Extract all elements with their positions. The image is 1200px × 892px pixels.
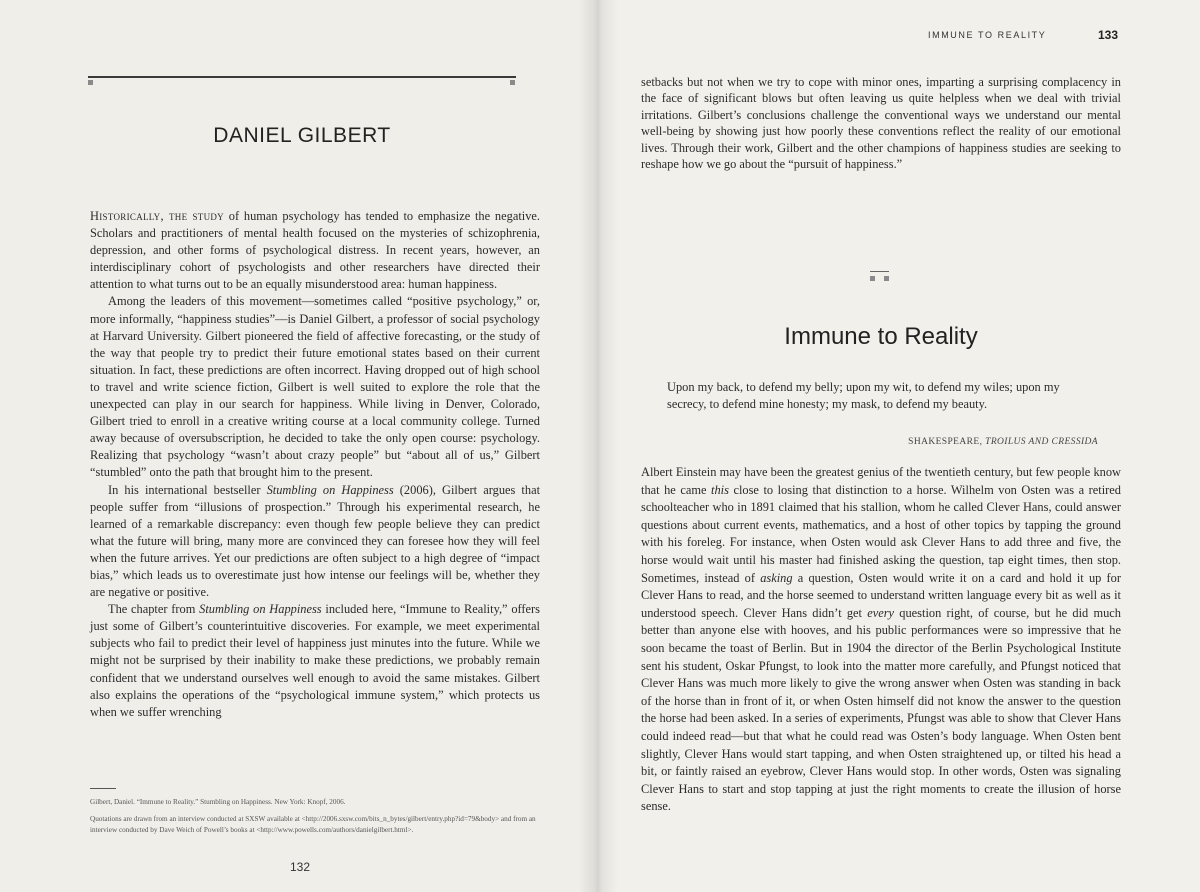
section-break-ornament [884, 276, 889, 281]
footnote-sources: Quotations are drawn from an interview conducted at SXSW available at <http://2006.sxsw.com/bits_n_bytes/gilbert/entry.php?id=79&body> and from an interview conducted by Dave Weich of Powell’s books at <http://www.powells.com/authors/danielgilbert.html>. [90, 815, 536, 834]
chapter-paragraph-1: Albert Einstein may have been the greatest genius of the twentieth century, but few people know that he came this close to losing that distinction to a horse. Wilhelm von Osten was a retired schoolteacher who in 1891 claimed that his stallion, whom he called Clever Hans, could answer questions about current events, mathematics, and a host of other topics by tapping the ground with his foreleg. For instance, when Osten would ask Clever Hans to add three and five, the horse would wait until his master had finished asking the question, tap eight times, then stop. Sometimes, instead of asking a question, Osten would write it on a card and hold it up for Clever Hans to read, and the horse seemed to understand written language every bit as well as it understood speech. Clever Hans didn’t get every question right, of course, but he did much better than anyone else with hooves, and his public performances were so impressive that he soon became the toast of Berlin. But in 1904 the director of the Berlin Psychological Institute sent his student, Oskar Pfungst, to look into the matter more carefully, and Pfungst noticed that Clever Hans was much more likely to give the wrong answer when Osten was standing in back of the horse than in front of it, or when Osten himself did not know the answer to the question the horse had been asked. In a series of experiments, Pfungst was able to show that Clever Hans could indeed read—but that what he could read was Osten’s body language. When Osten bent slightly, Clever Hans would start tapping, and when Osten straightened up, or tilted his head a bit, or faintly raised an eyebrow, Clever Hans would stop. In other words, Osten was signaling Clever Hans to start and stop tapping at just the right moments to create the illusion of horse sense. [641, 465, 1121, 814]
book-title: Stumbling on Happiness [199, 602, 322, 617]
footnote-citation: Gilbert, Daniel. “Immune to Reality.” Stumbling on Happiness. New York: Knopf, 2006. [90, 798, 346, 806]
rule-ornament-right [510, 80, 515, 85]
intro-paragraph-2: Among the leaders of this movement—sometimes called “positive psychology,” or, more informally, “happiness studies”—is Daniel Gilbert, a professor of social psychology at Harvard University. Gilbert pioneered the field of affective forecasting, or the study of the way that people try to predict their future emotional states based on their current situation. In fact, these predictions are often incorrect. Having dropped out of high school to travel and write science fiction, Gilbert is well suited to explore the role that the unexpected can play in our search for happiness. While living in Denver, Colorado, Gilbert tried to enroll in a creative writing course at a local community college. Turned away because of oversubscription, he decided to take the only open course: psychology. Realizing that psychology “wasn’t about crazy people” but “about all of us,” Gilbert “stumbled” onto the path that brought him to the present. [90, 294, 540, 480]
intro-paragraph-1: Historically, the study of human psychology has tended to emphasize the negative. Scholars and practitioners of mental health focused on the mysteries of schizophrenia, depression, and other forms of psychological distress. In recent years, however, an interdisciplinary cohort of psychologists and other researchers have directed their attention to what turns out to be an equally misunderstood area: human happiness. [90, 209, 540, 292]
epigraph-attribution: SHAKESPEARE, TROILUS AND CRESSIDA [908, 437, 1098, 447]
footnote-rule [90, 788, 116, 789]
page-number-left: 132 [289, 860, 311, 874]
section-break-rule [870, 271, 889, 272]
book-title: Stumbling on Happiness [266, 482, 394, 497]
left-page [0, 0, 596, 892]
intro-paragraph-3: In his international bestseller Stumbling on Happiness (2006), Gilbert argues that people suffer from “illusions of prospection.” Through his experimental research, he learned of a remarkable discrepancy: even though few people believe they can predict what the future will bring, many more are convinced they can foresee how they will feel when the future arrives. Yet our predictions are often subject to a high degree of “impact bias,” which leads us to overestimate just how intense our feelings will be, whether they are negative or positive. [90, 482, 541, 600]
footnotes [90, 797, 540, 842]
intro-lead-in: Historically, the study [90, 209, 224, 223]
intro-continuation: setbacks but not when we try to cope with minor ones, imparting a surprising complacency in the face of significant blows but often leaving us quite helpless when we deal with trivial irritations. Gilbert’s conclusions challenge the conventional ways we understand our mental well-being by showing just how poorly these conventions reflect the reality of our emotional lives. Through their work, Gilbert and the other champions of happiness studies are seeking to reshape how we go about the “pursuit of happiness.” [641, 75, 1121, 172]
chapter-body [641, 464, 1121, 816]
header-rule [88, 76, 516, 78]
intro-paragraph-4: The chapter from Stumbling on Happiness included here, “Immune to Reality,” offers just some of Gilbert’s counterintuitive discoveries. For example, we meet experimental subjects who fail to predict their level of happiness just minutes into the future. While we might not be surprised by their inability to make these predictions, we probably remain confident that we understand ourselves well enough to avoid the same mistakes. Gilbert also explains the operations of the “psychological immune system,” which protects us when we suffer wrenching [90, 602, 540, 719]
author-introduction [90, 208, 540, 721]
epigraph: Upon my back, to defend my belly; upon my wit, to defend my wiles; upon my secrecy, to defend mine honesty; my mask, to defend my beauty. [667, 380, 1060, 411]
rule-ornament-left [88, 80, 93, 85]
section-break-ornament [870, 276, 875, 281]
author-heading: DANIEL GILBERT [213, 124, 391, 147]
page-number-right: 133 [1098, 28, 1119, 42]
running-head: IMMUNE TO REALITY [928, 30, 1047, 40]
chapter-title: Immune to Reality [784, 323, 978, 350]
